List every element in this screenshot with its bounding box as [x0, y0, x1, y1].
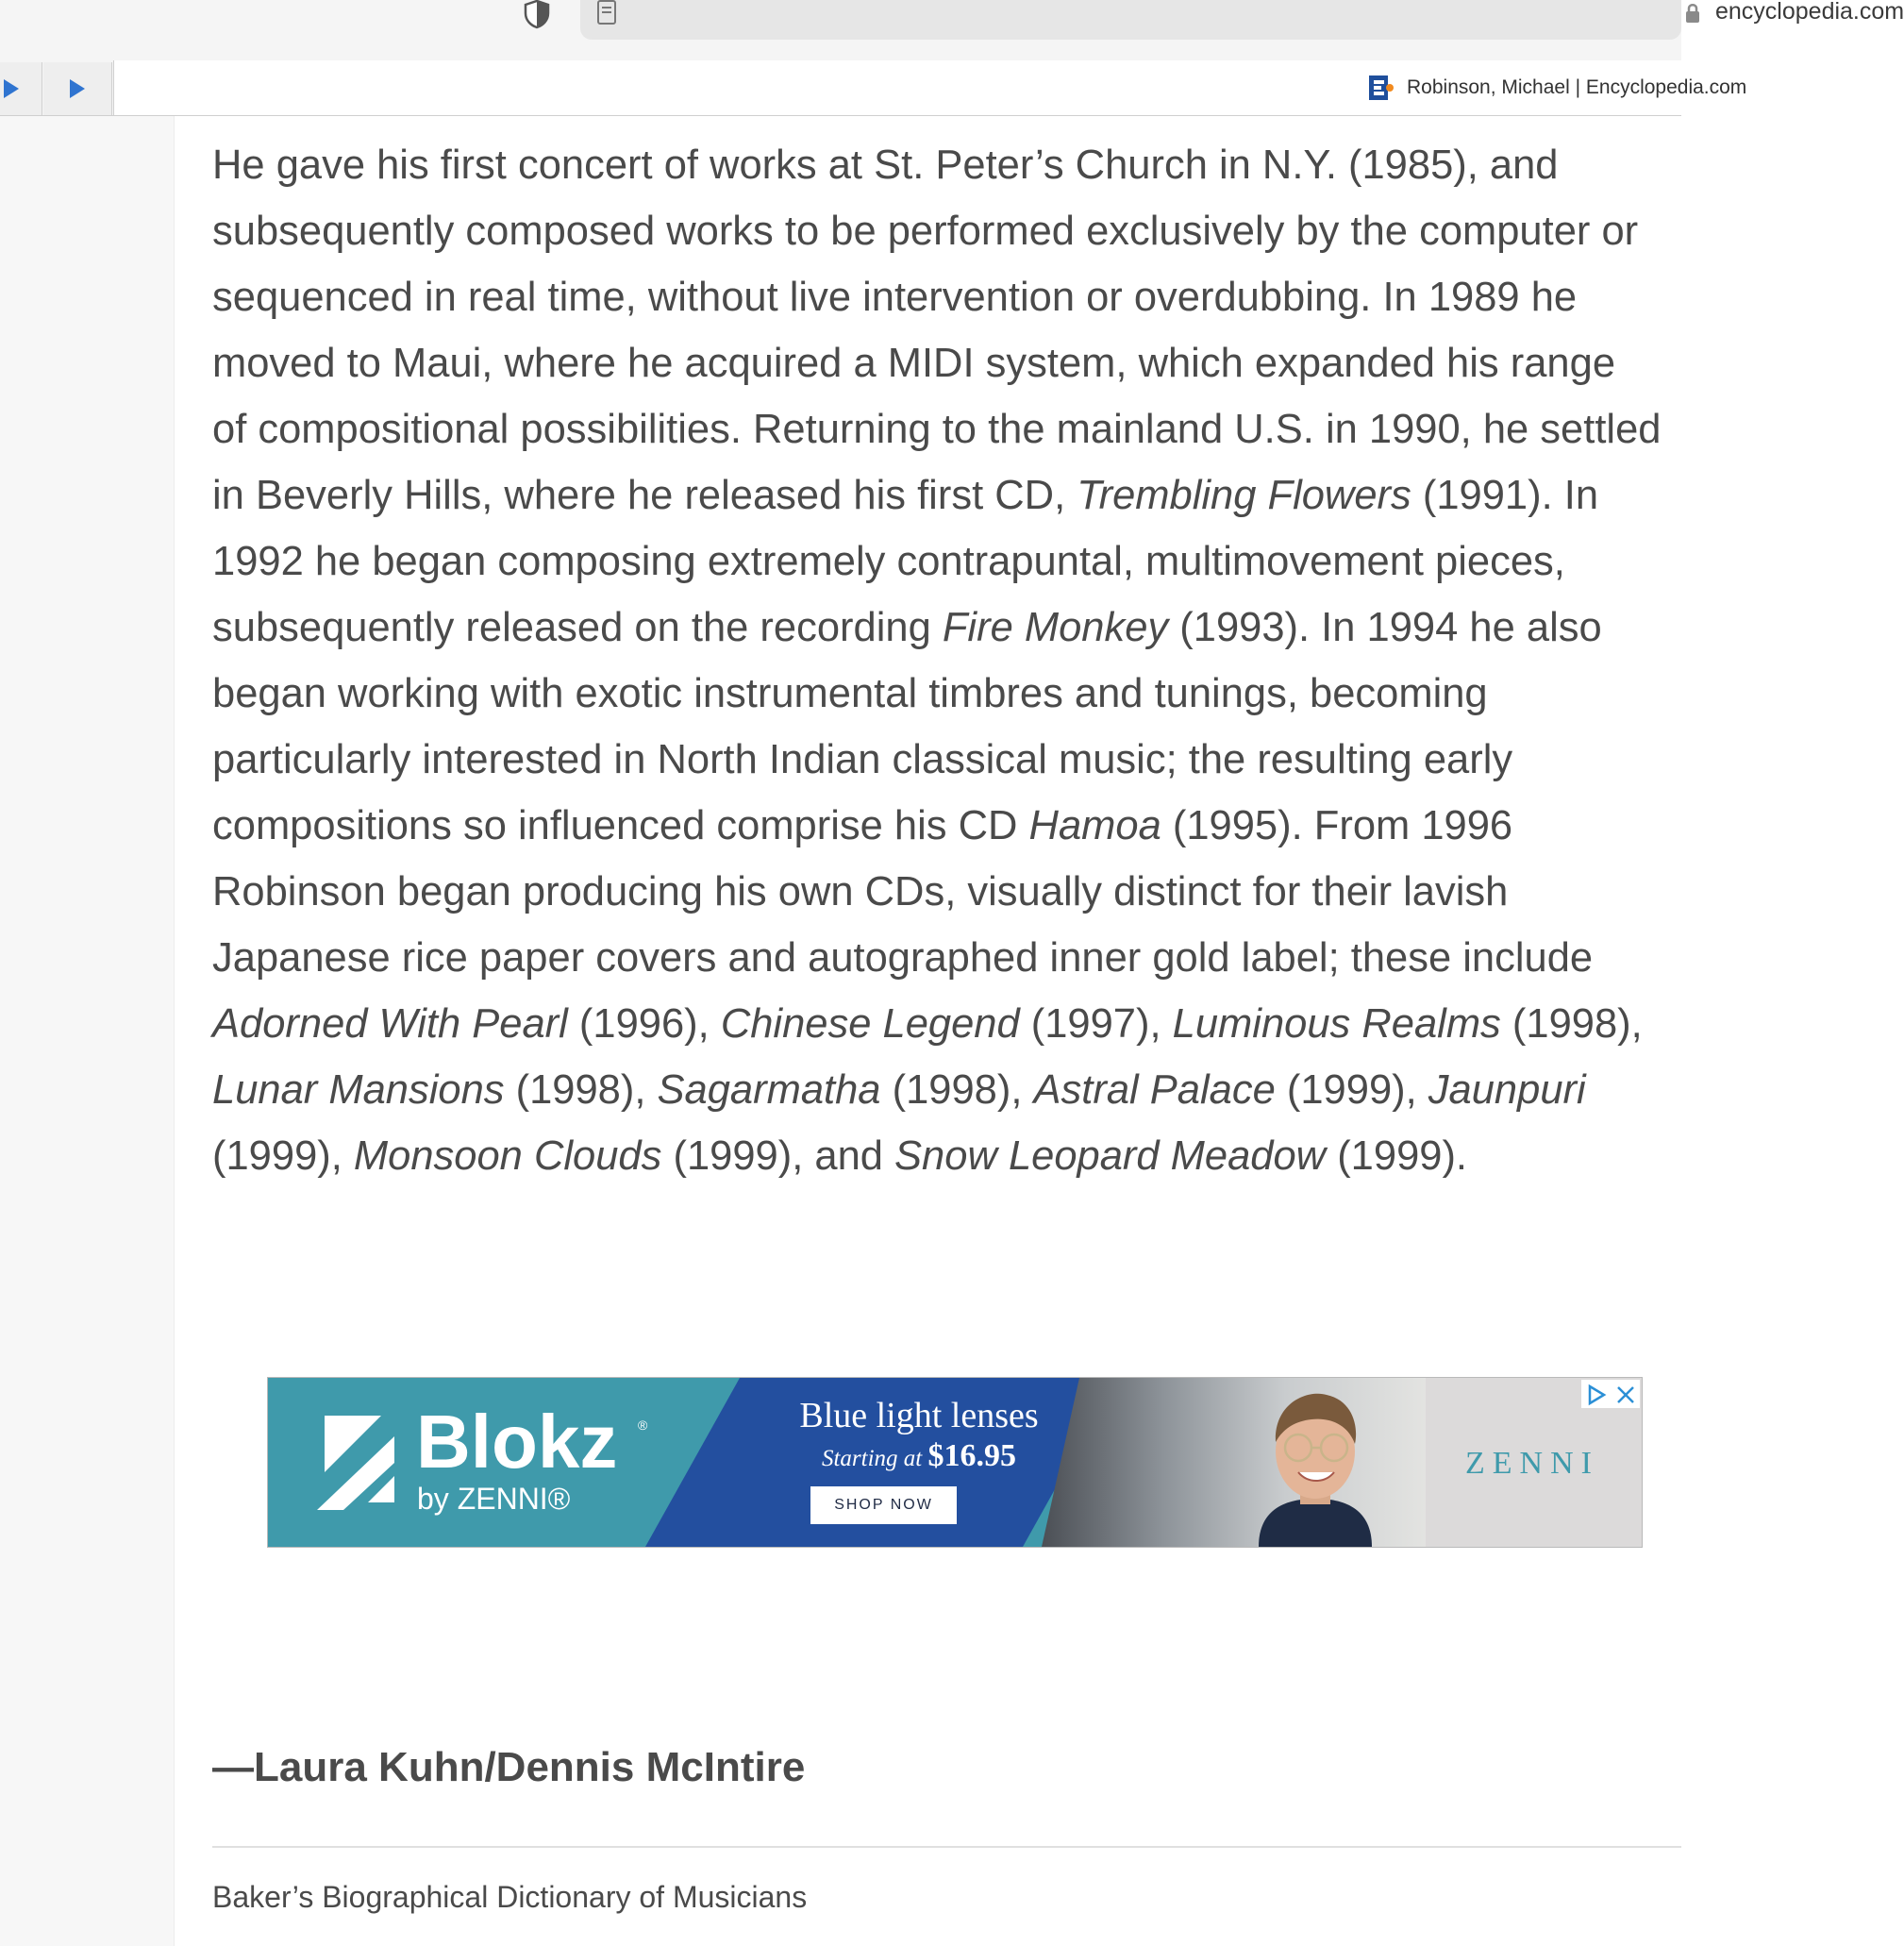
close-ad-icon[interactable]	[1615, 1384, 1636, 1405]
shop-now-button[interactable]: SHOP NOW	[810, 1486, 957, 1524]
article-line	[212, 595, 1681, 661]
reader-view-icon[interactable]	[596, 0, 617, 25]
tab-bar	[0, 60, 1747, 116]
address-bar[interactable]	[580, 0, 1904, 40]
adchoices-icon[interactable]	[1585, 1384, 1608, 1405]
model-portrait-icon	[1240, 1385, 1391, 1547]
left-gutter	[0, 116, 175, 1946]
article-byline: —Laura Kuhn/Dennis McIntire	[212, 1744, 806, 1790]
article-line	[212, 1123, 1681, 1189]
text-run: (1991). In	[1411, 473, 1599, 518]
work-title: Astral Palace	[1033, 1067, 1276, 1113]
ad-byline: by ZENNI®	[417, 1482, 571, 1516]
active-tab[interactable]	[113, 60, 1747, 115]
work-title: Lunar Mansions	[212, 1067, 505, 1113]
text-run: compositions so influenced comprise his CD	[212, 803, 1029, 848]
text-run: (1996),	[567, 1001, 721, 1047]
work-title: Trembling Flowers	[1077, 473, 1411, 518]
play-button[interactable]	[43, 62, 112, 115]
work-title: Chinese Legend	[720, 1001, 1020, 1047]
divider	[212, 1846, 1681, 1848]
ad-price: $16.95	[927, 1438, 1016, 1473]
ad-choices[interactable]	[1581, 1380, 1640, 1408]
ad-price-line	[721, 1438, 1117, 1474]
text-run: particularly interested in North Indian classical music; the resulting early	[212, 737, 1513, 782]
lock-icon	[1684, 3, 1701, 24]
work-title: Fire Monkey	[942, 605, 1169, 650]
text-run: in Beverly Hills, where he released his first CD,	[212, 473, 1077, 518]
article-line	[212, 991, 1681, 1057]
ad-brand-reg: ®	[638, 1418, 648, 1433]
zenni-logo: ZENNI	[1465, 1446, 1599, 1481]
text-run: 1992 he began composing extremely contrapuntal, multimovement pieces,	[212, 539, 1565, 584]
text-run: (1993). In 1994 he also	[1168, 605, 1602, 650]
text-run: of compositional possibilities. Returning to the mainland U.S. in 1990, he settled	[212, 407, 1662, 452]
text-run: (1998),	[1500, 1001, 1643, 1047]
text-run: Japanese rice paper covers and autographed inner gold label; these include	[212, 935, 1594, 981]
text-run: Robinson began producing his own CDs, visually distinct for their lavish	[212, 869, 1509, 914]
play-icon	[68, 77, 87, 100]
work-title: Luminous Realms	[1172, 1001, 1501, 1047]
text-run: subsequently released on the recording	[212, 605, 943, 650]
blokz-logo-icon	[315, 1408, 402, 1510]
ad-price-prefix: Starting at	[821, 1446, 923, 1471]
article-line	[212, 793, 1681, 859]
work-title: Jaunpuri	[1428, 1067, 1586, 1113]
text-run: moved to Maui, where he acquired a MIDI system, which expanded his range	[212, 341, 1616, 386]
article-line	[212, 462, 1681, 528]
article-line	[212, 727, 1681, 793]
text-run: He gave his first concert of works at St. Peter’s Church in N.Y. (1985), and	[212, 143, 1559, 188]
text-run: began working with exotic instrumental timbres and tunings, becoming	[212, 671, 1488, 716]
ad-headline: Blue light lenses	[799, 1396, 1039, 1435]
article-line	[212, 528, 1681, 595]
text-run: (1999).	[1326, 1133, 1468, 1179]
article-line	[212, 198, 1681, 264]
article-line	[212, 1057, 1681, 1123]
ad-banner[interactable]	[267, 1377, 1643, 1548]
article-line	[212, 264, 1681, 330]
text-run: sequenced in real time, without live intervention or overdubbing. In 1989 he	[212, 275, 1578, 320]
encyclopedia-favicon-icon	[1369, 75, 1394, 100]
article-line	[212, 396, 1681, 462]
article-line	[212, 661, 1681, 727]
url-text: encyclopedia.com	[1715, 0, 1904, 25]
text-run: (1997),	[1019, 1001, 1173, 1047]
work-title: Monsoon Clouds	[353, 1133, 662, 1179]
play-button-left[interactable]	[0, 62, 42, 115]
article-line	[212, 132, 1681, 198]
text-run: (1998),	[504, 1067, 658, 1113]
article-line	[212, 330, 1681, 396]
browser-toolbar	[0, 0, 1904, 60]
ad-brand: Blokz	[416, 1400, 618, 1484]
text-run: (1995). From 1996	[1161, 803, 1513, 848]
work-title: Adorned With Pearl	[212, 1001, 568, 1047]
text-run: (1999),	[1275, 1067, 1428, 1113]
text-run: (1998),	[880, 1067, 1034, 1113]
article-line	[212, 925, 1681, 991]
article-body	[212, 132, 1681, 1189]
text-run: subsequently composed works to be performed exclusively by the computer or	[212, 209, 1639, 254]
article-line	[212, 859, 1681, 925]
work-title: Hamoa	[1028, 803, 1161, 848]
text-run: (1999),	[212, 1133, 354, 1179]
work-title: Sagarmatha	[657, 1067, 881, 1113]
privacy-shield-icon[interactable]	[523, 0, 551, 28]
play-icon	[2, 77, 21, 100]
work-title: Snow Leopard Meadow	[894, 1133, 1327, 1179]
source-citation[interactable]: Baker’s Biographical Dictionary of Musicians	[212, 1880, 808, 1914]
tab-title: Robinson, Michael | Encyclopedia.com	[1407, 76, 1747, 98]
text-run: (1999), and	[661, 1133, 895, 1179]
